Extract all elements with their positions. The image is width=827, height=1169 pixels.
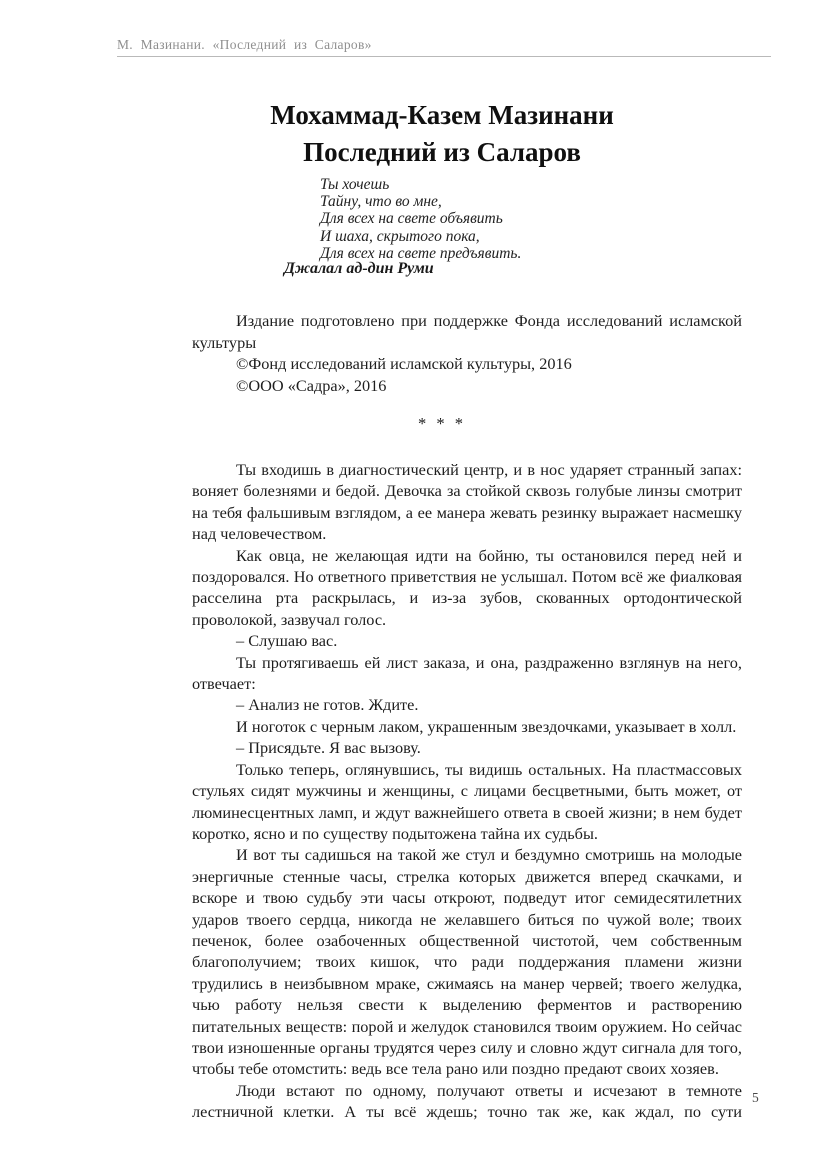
section-separator: * * *: [418, 414, 466, 433]
body-paragraph-3: Ты протягиваешь ей лист заказа, и она, раздраженно взглянув на него, отвечает:: [192, 652, 742, 694]
body-paragraph-1: Ты входишь в диагностический центр, и в нос ударяет странный запах: воняет болезнями и бедой. Девочка за стойкой сквозь голубые линзы смотрит на тебя фальшивым взглядом, а ее манера жевать резинку выражает насмешку над человечеством.: [192, 460, 742, 544]
dialogue-line-3: – Присядьте. Я вас вызову.: [236, 738, 421, 758]
imprint-copyright-fund: ©Фонд исследований исламской культуры, 2016: [236, 354, 572, 373]
epigraph-line: Тайну, что во мне,: [320, 193, 442, 211]
epigraph-line: И шаха, скрытого пока,: [320, 227, 480, 245]
body-paragraph-2: Как овца, не желающая идти на бойню, ты остановился перед ней и поздоровался. Но ответного приветствия не услышал. Потом всё же фиалковая расселина рта раскрылась, и из-за зубов, скованных ортодонтической проволокой, зазвучал голос.: [192, 545, 742, 629]
body-paragraph-5: Только теперь, оглянувшись, ты видишь остальных. На пластмассовых стульях сидят мужчины и женщины, с лицами бесцветными, быть может, от люминесцентных ламп, и ждут важнейшего ответа в своей жизни; в нем будет коротко, ясно и по существу подытожена тайна их судьбы.: [192, 759, 742, 843]
body-paragraph-7: Люди встают по одному, получают ответы и исчезают в темноте лестничной клетки. А ты всё ждешь; точно так же, как ждал, по сути: [192, 1080, 742, 1122]
dialogue-line-1: – Слушаю вас.: [236, 631, 338, 651]
epigraph-line: Ты хочешь: [320, 176, 390, 193]
book-title: Последний из Саларов: [303, 137, 581, 167]
epigraph-line: Для всех на свете объявить: [320, 210, 503, 228]
epigraph-line: Для всех на свете предъявить.: [320, 244, 522, 262]
running-title: М. Мазинани. «Последний из Саларов»: [117, 37, 372, 52]
dialogue-line-2: – Анализ не готов. Ждите.: [236, 695, 419, 715]
imprint-block: [192, 310, 742, 396]
header-rule: [117, 56, 771, 57]
title-block: [117, 97, 767, 171]
page-number: 5: [752, 1090, 759, 1105]
body-paragraph-4: И ноготок с черным лаком, украшенным звездочками, указывает в холл.: [236, 716, 737, 736]
imprint-support-line: Издание подготовлено при поддержке Фонда исследований исламской культуры: [192, 311, 742, 352]
epigraph-attribution: Джалал ад-дин Руми: [284, 260, 434, 277]
running-header: [117, 37, 372, 53]
body-text: [192, 459, 742, 1123]
imprint-copyright-sadra: ©ООО «Садра», 2016: [236, 375, 387, 395]
epigraph: [320, 176, 521, 262]
book-author: Мохаммад-Казем Мазинани: [270, 100, 614, 130]
body-paragraph-6: И вот ты садишься на такой же стул и бездумно смотришь на молодые энергичные стенные часы, стрелка которых движется вперед скачками, и вскоре и твою судьбу эти часы откроют, подведут итог семидесятилетних ударов твоего сердца, никогда не желавшего биться по чужой воле; твоих печенок, более озабоченных общественной чистотой, чем собственным благополучием; твоих кишок, что ради поддержания пламени жизни трудились в неизбывном мраке, сжимаясь на манер червей; твоего желудка, чью работу нельзя свести к выделению ферментов и растворению питательных веществ: порой и желудок становился твоим оружием. Но сейчас твои изношенные органы трудятся через силу и словно ждут сигнала для того, чтобы тебе отомстить: ведь все тела рано или поздно предают своих хозяев.: [192, 845, 742, 1079]
